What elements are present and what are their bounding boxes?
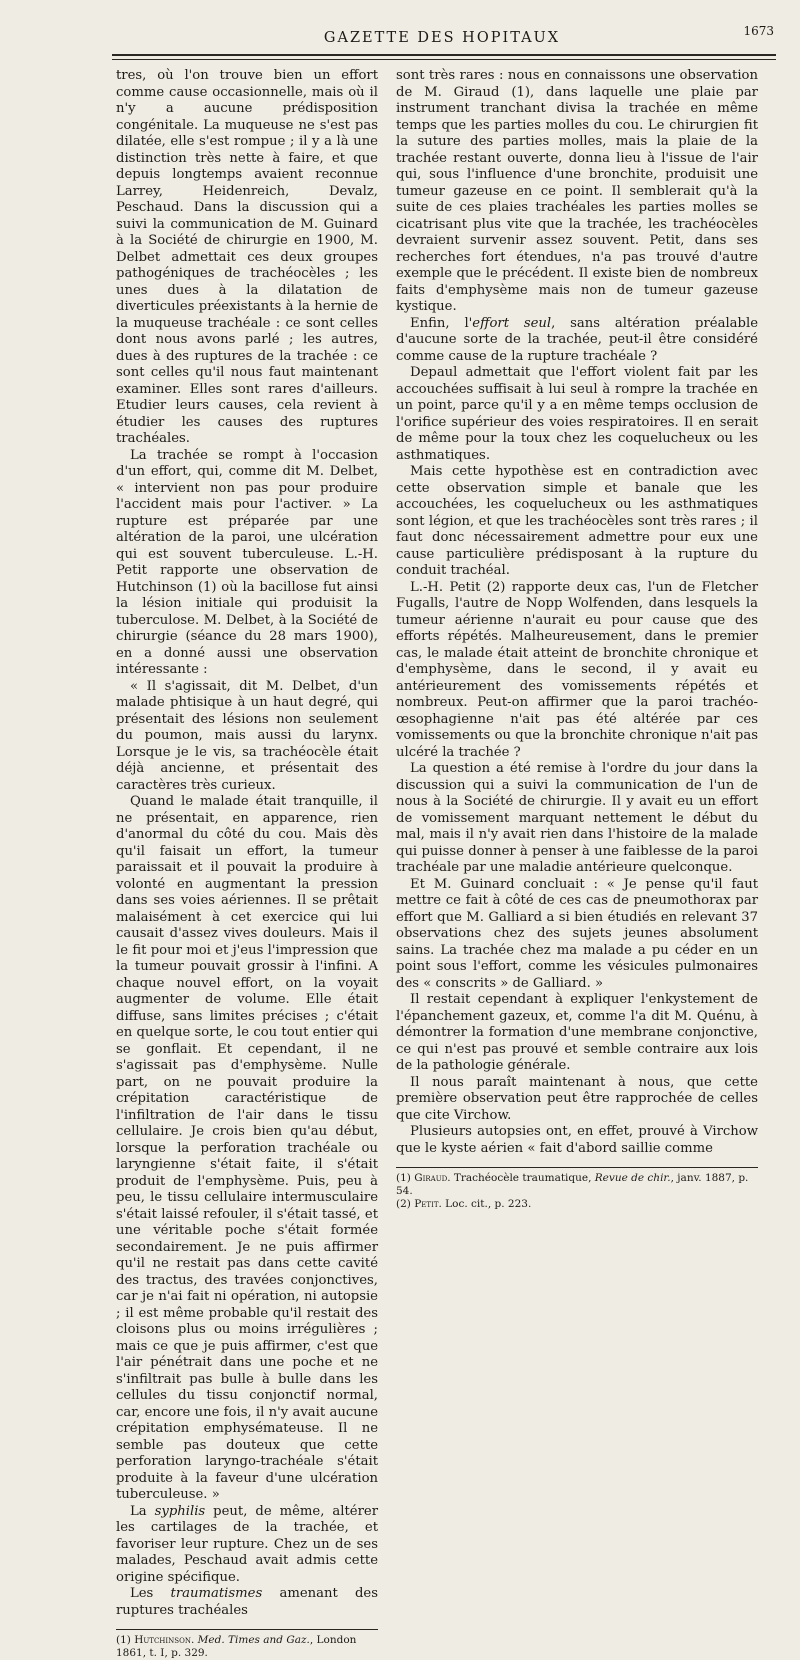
paragraph-effort: Enfin, l'effort seul, sans altération préalable d'aucune sorte de la trachée, peut-il être considéré comme cause de la rupture trachéale ? xyxy=(396,315,758,364)
footnote-rule xyxy=(116,1629,378,1630)
paragraph: Depaul admettait que l'effort violent fait par les accouchées suffisait à lui seul à rompre la trachée en un point, parce qu'il y a en même temps occlusion de l'orifice supérieur des voies respiratoires. Il en serait de même pour la toux chez les coquelucheux ou les asthmatiques. xyxy=(396,365,758,463)
emphasis: effort seul xyxy=(472,315,552,331)
emphasis: syphilis xyxy=(154,1503,206,1519)
paragraph: Plusieurs autopsies ont, en effet, prouvé à Virchow que le kyste aérien « fait d'abord saillie comme xyxy=(396,1124,758,1156)
page-header xyxy=(112,24,774,50)
paragraph: La trachée se rompt à l'occasion d'un effort, qui, comme dit M. Delbet, « intervient non pas pour produire l'accident mais pour l'activer. » La rupture est préparée par une altération de la paroi, une ulcération qui est souvent tuberculeuse. L.-H. Petit rapporte une observation de Hutchinson (1) où la bacillose fut ainsi la lésion initiale qui produisit la tuberculose. M. Delbet, à la Société de chirurgie (séance du 28 mars 1900), en a donné aussi une observation intéressante : xyxy=(116,447,378,677)
paragraph: sont très rares : nous en connaissons une observation de M. Giraud (1), dans laquelle une plaie par instrument tranchant divisa la trachée en même temps que les parties molles du cou. Le chirurgien fit la suture des parties molles, mais la plaie de la trachée restant ouverte, donna lieu à l'issue de l'air qui, sous l'influence d'une bronchite, produisit une tumeur gazeuse en ce point. Il semblerait qu'à la suite de ces plaies trachéales les parties molles se cicatrisant plus vite que la trachée, les trachéocèles devraient survenir assez souvent. Petit, dans ses recherches fort étendues, n'a pas trouvé d'autre exemple que le précédent. Il existe bien de nombreux faits d'emphysème mais non de tumeur gazeuse kystique. xyxy=(396,68,758,314)
paragraph: Il nous paraît maintenant à nous, que cette première observation peut être rapprochée de celles que cite Virchow. xyxy=(396,1074,758,1123)
emphasis: traumatismes xyxy=(170,1586,263,1601)
paragraph: « Il s'agissait, dit M. Delbet, d'un malade phtisique à un haut degré, qui présentait des lésions non seulement du poumon, mais aussi du larynx. Lorsque je le vis, sa trachéocèle était déjà ancienne, et présentait des caractères très curieux. xyxy=(116,678,378,793)
journal-title: GAZETTE DES HOPITAUX xyxy=(323,30,561,46)
paragraph: La question a été remise à l'ordre du jour dans la discussion qui a suivi la communication de l'un de nous à la Société de chirurgie. Il y avait eu un effort de vomissement marquant nettement le début du mal, mais il n'y avait rien dans l'histoire de la malade qui puisse donner à penser à une faiblesse de la paroi trachéale par une maladie antérieure quelconque. xyxy=(396,761,758,875)
paragraph-syphilis: La syphilis peut, de même, altérer les cartilages de la trachée, et favoriser leur rupture. Chez un de ses malades, Peschaud avait admis cette origine spécifique. xyxy=(116,1503,379,1585)
footnote: (2) Petit. Loc. cit., p. 223. xyxy=(396,1198,532,1210)
footnote: (1) Giraud. Trachéocèle traumatique, Revue de chir., janv. 1887, p. 54. xyxy=(396,1172,749,1197)
paragraph: tres, où l'on trouve bien un effort comme cause occasionnelle, mais où il n'y a aucune prédisposition congénitale. La muqueuse ne s'est pas dilatée, elle s'est rompue ; il y a là une distinction très nette à faire, et que depuis longtemps avaient reconnue Larrey, Heidenreich, Devalz, Peschaud. Dans la discussion qui a suivi la communication de M. Guinard à la Société de chirurgie en 1900, M. Delbet admettait ces deux groupes pathogéniques de trachéocèles ; les unes dues à la dilatation de diverticules préexistants à la hernie de la muqueuse trachéale : ce sont celles dont nous avons parlé ; les autres, dues à des ruptures de la trachée : ce sont celles qu'il nous faut maintenant examiner. Elles sont rares d'ailleurs. Etudier leurs causes, cela revient à étudier les causes des ruptures trachéales. xyxy=(116,68,378,446)
paragraph: Mais cette hypothèse est en contradiction avec cette observation simple et banale que les accouchées, les coquelucheux ou les asthmatiques sont légion, et que les trachéocèles sont très rares ; il faut donc nécessairement admettre pour eux une cause particulière prédisposant à la rupture du conduit trachéal. xyxy=(396,464,758,578)
paragraph-traumatismes: Les traumatismes amenant des ruptures trachéales xyxy=(116,1586,378,1618)
paragraph: Et M. Guinard concluait : « Je pense qu'il faut mettre ce fait à côté de ces cas de pneumothorax par effort que M. Galliard a si bien étudiés en relevant 37 observations chez des sujets jeunes absolument sains. La trachée chez ma malade a pu céder en un point sous l'effort, comme les vésicules pulmonaires des « conscrits » de Galliard. » xyxy=(396,876,758,991)
paragraph: L.-H. Petit (2) rapporte deux cas, l'un de Fletcher Fugalls, l'autre de Nopp Wolfenden, dans lesquels la tumeur aérienne n'aurait eu pour cause que des efforts répétés. Malheureusement, dans le premier cas, le malade était atteint de bronchite chronique et d'emphysème, dans le second, il y avait eu antérieurement des vomissements répétés et nombreux. Peut-on affirmer que la paroi trachéo-œsophagienne n'ait pas été altérée par ces vomissements ou que la bronchite chronique n'ait pas ulcéré la trachée ? xyxy=(396,579,758,760)
page-number: 1673 xyxy=(743,24,774,38)
header-rule-thin xyxy=(112,59,776,60)
footnote-rule xyxy=(396,1167,758,1168)
right-column xyxy=(396,68,758,1211)
header-rule-thick xyxy=(112,54,776,56)
left-column xyxy=(116,68,378,1660)
footnote: (1) Hutchinson. Med. Times and Gaz., London 1861, t. I, p. 329. xyxy=(116,1634,357,1659)
paragraph: Quand le malade était tranquille, il ne présentait, en apparence, rien d'anormal du côté du cou. Mais dès qu'il faisait un effort, la tumeur paraissait et il pouvait la produire à volonté en augmentant la pression dans ses voies aériennes. Il se prêtait malaisément à cet exercice qui lui causait d'assez vives douleurs. Mais il le fit pour moi et j'eus l'impression que la tumeur pouvait grossir à l'infini. A chaque nouvel effort, on la voyait augmenter de volume. Elle était diffuse, sans limites précises ; c'était en quelque sorte, le cou tout entier qui se gonflait. Et cependant, il ne s'agissait pas d'emphysème. Nulle part, on ne pouvait produire la crépitation caractéristique de l'infiltration de l'air dans le tissu cellulaire. Je crois bien qu'au début, lorsque la perforation trachéale ou laryngienne s'était faite, il s'était produit de l'emphysème. Puis, peu à peu, le tissu cellulaire intermusculaire s'était laissé refouler, il s'était tassé, et une véritable poche s'était formée secondairement. Je ne puis affirmer qu'il ne restait pas dans cette cavité des tractus, des travées conjonctives, car je n'ai fait ni opération, ni autopsie ; il est même probable qu'il restait des cloisons plus ou moins irrégulières ; mais ce que je puis affirmer, c'est que l'air pénétrait dans une poche et ne s'infiltrait pas bulle à bulle dans les cellules du tissu conjonctif normal, car, encore une fois, il n'y avait aucune crépitation emphysémateuse. Il ne semble pas douteux que cette perforation laryngo-trachéale s'était produite à la faveur d'une ulcération tuberculeuse. » xyxy=(116,794,378,1502)
paragraph: Il restait cependant à expliquer l'enkystement de l'épanchement gazeux, et, comme l'a dit M. Quénu, à démontrer la formation d'une membrane conjonctive, ce qui n'est pas prouvé et semble contraire aux lois de la pathologie générale. xyxy=(396,992,758,1073)
